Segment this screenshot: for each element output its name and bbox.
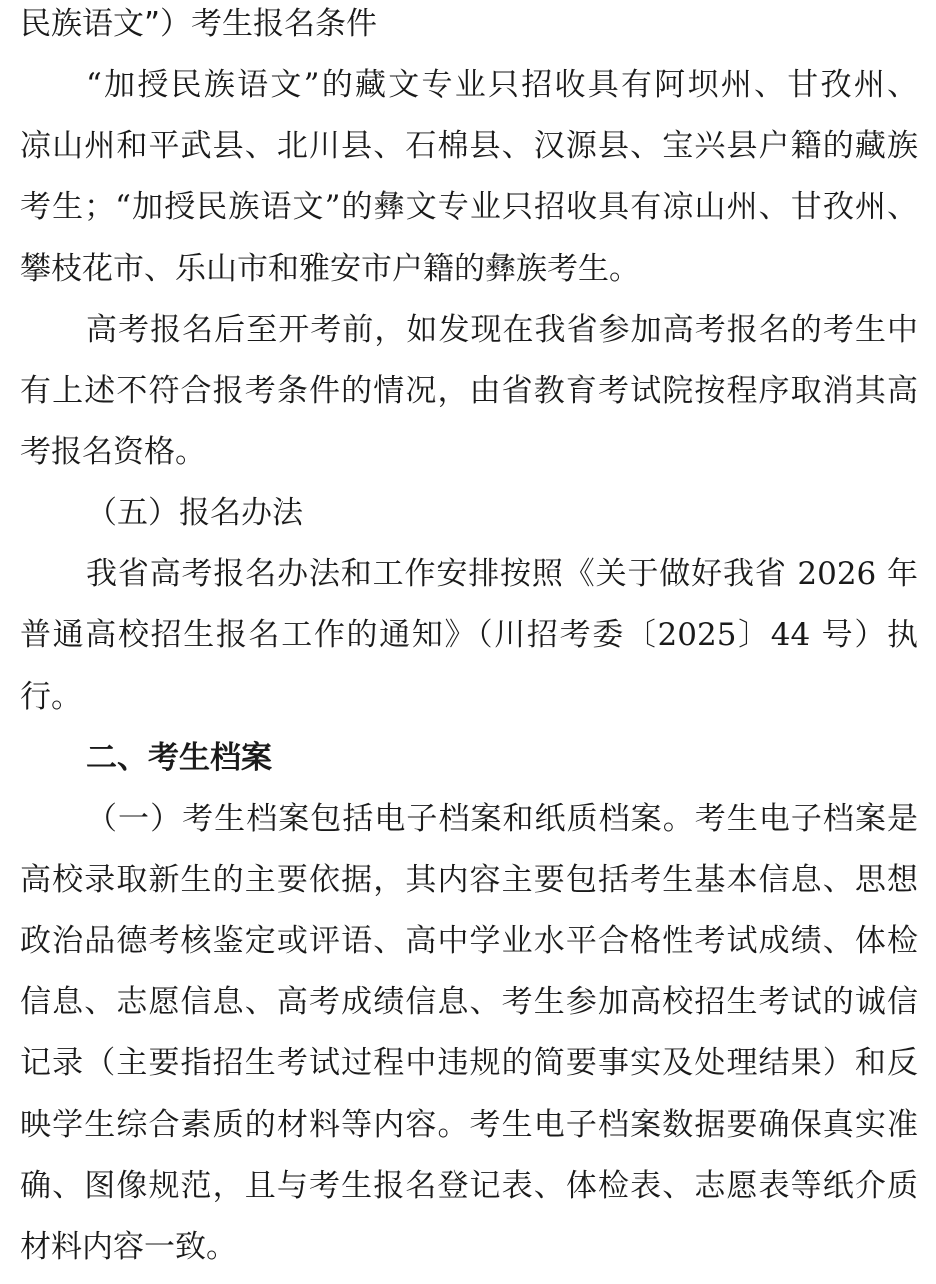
document-page <box>20 0 918 1278</box>
paragraph-line: “加授民族语文”的藏文专业只招收具有阿坝州、甘孜州、 <box>86 67 918 104</box>
paragraph-line: 普通高校招生报名工作的通知》（川招考委〔2025〕44 号）执 <box>20 617 918 654</box>
subsection-heading: （五）报名办法 <box>86 495 303 532</box>
paragraph-line: （一）考生档案包括电子档案和纸质档案。考生电子档案是 <box>86 800 918 837</box>
paragraph-line: 高考报名后至开考前，如发现在我省参加高考报名的考生中 <box>86 311 918 348</box>
section-heading-continuation: 民族语文”）考生报名条件 <box>20 6 378 42</box>
paragraph-line: 政治品德考核鉴定或评语、高中学业水平合格性考试成绩、体检 <box>20 923 918 960</box>
paragraph-line: 确、图像规范，且与考生报名登记表、体检表、志愿表等纸介质 <box>20 1167 918 1204</box>
paragraph-line: 信息、志愿信息、高考成绩信息、考生参加高校招生考试的诚信 <box>20 984 918 1021</box>
paragraph-line: 记录（主要指招生考试过程中违规的简要事实及处理结果）和反 <box>20 1045 918 1082</box>
paragraph-line: 我省高考报名办法和工作安排按照《关于做好我省 2026 年 <box>86 556 918 593</box>
paragraph-line: 有上述不符合报考条件的情况，由省教育考试院按程序取消其高 <box>20 372 918 409</box>
paragraph-line: 映学生综合素质的材料等内容。考生电子档案数据要确保真实准 <box>20 1106 918 1143</box>
paragraph-line: 考生；“加授民族语文”的彝文专业只招收具有凉山州、甘孜州、 <box>20 189 918 226</box>
paragraph-line: 行。 <box>20 678 82 715</box>
paragraph-line: 材料内容一致。 <box>20 1228 237 1265</box>
section-heading: 二、考生档案 <box>86 739 272 776</box>
paragraph-line: 高校录取新生的主要依据，其内容主要包括考生基本信息、思想 <box>20 861 918 898</box>
paragraph-line: 凉山州和平武县、北川县、石棉县、汉源县、宝兴县户籍的藏族 <box>20 128 918 165</box>
paragraph-line: 考报名资格。 <box>20 433 206 470</box>
paragraph-line: 攀枝花市、乐山市和雅安市户籍的彝族考生。 <box>20 250 640 287</box>
